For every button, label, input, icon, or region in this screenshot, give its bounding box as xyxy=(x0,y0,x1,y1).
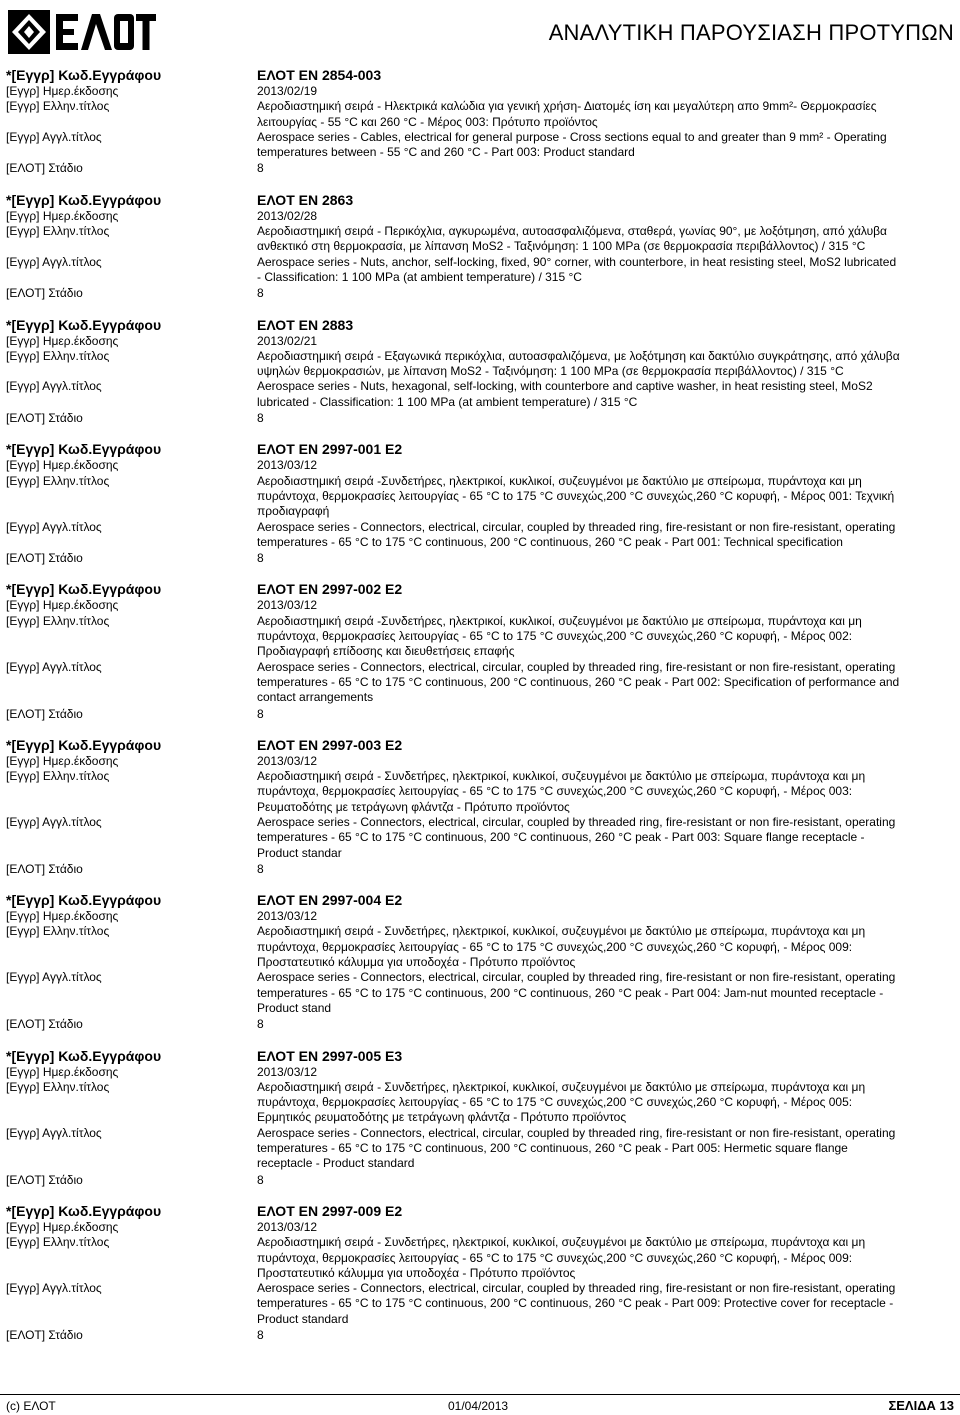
greek-title-row xyxy=(0,614,960,660)
greek-title-value: Αεροδιαστημική σειρά - Εξαγωνικά περικόχλια, αυτοασφαλιζόμενα, με λοξότμηση και δακτύλιο συγκράτησης, από χάλυβα υψηλών θερμοκρασιών, με λίπανση MoS2 - Ταξινόμηση: 1 100 MPa (σε θερμοκρασία περιβάλλοντος) / 315 °C xyxy=(257,348,900,379)
greek-title-row xyxy=(0,1235,960,1281)
english-title-row xyxy=(0,255,960,286)
english-title-label: [Εγγρ] Αγγλ.τίτλος xyxy=(6,1125,102,1140)
footer-copyright: (c) ΕΛΟΤ xyxy=(6,1399,56,1413)
document-code-label: *[Εγγρ] Κωδ.Εγγράφου xyxy=(6,67,162,83)
stage-value: 8 xyxy=(257,706,264,721)
greek-title-value: Αεροδιαστημική σειρά -Συνδετήρες, ηλεκτρικοί, κυκλικοί, συζευγμένοι με δακτύλιο με σπείρωμα, πυράντοχα και μη πυράντοχα, θερμοκρασίες λειτουργίας - 65 °C to 175 °C συνεχώς,200 °C συνεχώς,260 °C κορυφή, - Μέρος 002: Προδιαγραφή επίδοσης και διευθετήσεις επαφής xyxy=(257,613,862,659)
issue-date-row xyxy=(0,754,960,769)
stage-label: [ΕΛΟΤ] Στάδιο xyxy=(6,861,83,876)
greek-title-value: Αεροδιαστημική σειρά - Περικόχλια, αγκυρωμένα, αυτοασφαλιζόμενα, σταθερά, γωνίας 90°, με λοξότμηση, από χάλυβα ανθεκτικό στη θερμοκρασία, με λίπανση MoS2 - Ταξινόμηση: 1 100 MPa (σε θερμοκρασία περιβάλλοντος) / 315 °C xyxy=(257,224,887,254)
report-title: ΑΝΑΛΥΤΙΚΗ ΠΑΡΟΥΣΙΑΣΗ ΠΡΟΤΥΠΩΝ xyxy=(548,20,954,45)
greek-title-value: Αεροδιαστημική σειρά - Ηλεκτρικά καλώδια για γενική χρήση- Διατομές ίση και μεγαλύτερη απο 9mm²- Θερμοκρασίες λειτουργίας - 55 °C και 260 °C - Μέρος 003: Πρότυπο προϊόντος xyxy=(257,99,877,129)
page-footer xyxy=(0,1397,960,1415)
english-title-row xyxy=(0,379,960,410)
greek-title-row xyxy=(0,99,960,130)
stage-row xyxy=(0,161,960,176)
issue-date-value: 2013/03/12 xyxy=(257,458,318,473)
greek-title-row xyxy=(0,1080,960,1126)
stage-row xyxy=(0,862,960,877)
greek-title-row xyxy=(0,769,960,815)
issue-date-row xyxy=(0,334,960,349)
issue-date-row xyxy=(0,1065,960,1080)
document-code-value: ΕΛΟΤ EN 2997-001 E2 xyxy=(257,441,403,458)
record-entry xyxy=(0,66,960,177)
issue-date-label: [Εγγρ] Ημερ.έκδοσης xyxy=(6,458,119,473)
greek-title-row xyxy=(0,349,960,380)
document-code-value: ΕΛΟΤ EN 2997-005 E3 xyxy=(257,1047,403,1064)
page-header xyxy=(0,0,960,66)
document-code-value: ΕΛΟΤ EN 2854-003 xyxy=(257,67,382,83)
english-title-row xyxy=(0,1281,960,1327)
footer-date: 01/04/2013 xyxy=(448,1399,509,1413)
record-spacer xyxy=(0,722,960,736)
stage-row xyxy=(0,1017,960,1032)
issue-date-value: 2013/03/12 xyxy=(257,598,318,613)
greek-title-value: Αεροδιαστημική σειρά - Συνδετήρες, ηλεκτρικοί, κυκλικοί, συζευγμένοι με δακτύλιο με σπείρωμα, πυράντοχα και μη πυράντοχα, θερμοκρασίες λειτουργίας - 65 °C to 175 °C συνεχώς,200 °C συνεχώς,260 °C κορυφή, - Μέρος 009: Προστατευτικό κάλυμμα για υποδοχέα - Πρότυπο προϊόντος xyxy=(257,1235,866,1280)
issue-date-value: 2013/03/12 xyxy=(257,753,318,768)
english-title-label: [Εγγρ] Αγγλ.τίτλος xyxy=(6,254,102,269)
record-spacer xyxy=(0,566,960,580)
record-entry xyxy=(0,191,960,302)
english-title-row xyxy=(0,660,960,706)
issue-date-value: 2013/02/28 xyxy=(257,208,318,223)
english-title-label: [Εγγρ] Αγγλ.τίτλος xyxy=(6,129,102,144)
english-title-value: Aerospace series - Connectors, electrical, circular, coupled by threaded ring, fire-resistant or non fire-resistant, operating temperatures - 65 °C to 175 °C continuous, 200 °C continuous, 260 °C peak - Part 004: Jam-nut mounted receptacle - Product stand xyxy=(257,970,896,1015)
record-entry xyxy=(0,440,960,566)
greek-title-label: [Εγγρ] Ελλην.τίτλος xyxy=(6,924,110,939)
english-title-row xyxy=(0,1126,960,1172)
greek-title-label: [Εγγρ] Ελλην.τίτλος xyxy=(6,473,110,488)
english-title-value: Aerospace series - Cables, electrical for general purpose - Cross sections equal to and greater than 9 mm² - Operating temperatures between - 55 °C and 260 °C - Part 003: Product standard xyxy=(257,129,887,160)
record-entry xyxy=(0,316,960,427)
greek-title-label: [Εγγρ] Ελλην.τίτλος xyxy=(6,769,110,784)
stage-value: 8 xyxy=(257,1017,264,1032)
document-code-value: ΕΛΟΤ EN 2997-009 E2 xyxy=(257,1202,403,1219)
record-spacer xyxy=(0,302,960,316)
greek-title-value: Αεροδιαστημική σειρά - Συνδετήρες, ηλεκτρικοί, κυκλικοί, συζευγμένοι με δακτύλιο με σπείρωμα, πυράντοχα και μη πυράντοχα, θερμοκρασίες λειτουργίας - 65 °C to 175 °C συνεχώς,200 °C συνεχώς,260 °C κορυφή, - Μέρος 009: Προστατευτικό κάλυμμα για υποδοχέα - Πρότυπο προϊόντος xyxy=(257,924,866,970)
greek-title-value: Αεροδιαστημική σειρά -Συνδετήρες, ηλεκτρικοί, κυκλικοί, συζευγμένοι με δακτύλιο με σπείρωμα, πυράντοχα και μη πυράντοχα, θερμοκρασίες λειτουργίας - 65 °C to 175 °C συνεχώς,200 °C συνεχώς,260 °C κορυφή, - Μέρος 001: Τεχνική προδιαγραφή xyxy=(257,473,895,519)
document-code-label: *[Εγγρ] Κωδ.Εγγράφου xyxy=(6,316,162,333)
english-title-value: Aerospace series - Connectors, electrical, circular, coupled by threaded ring, fire-resistant or non fire-resistant, operating temperatures - 65 °C to 175 °C continuous, 200 °C continuous, 260 °C peak - Part 005: Hermetic square flange receptacle - Product standard xyxy=(257,1125,896,1171)
issue-date-row xyxy=(0,209,960,224)
greek-title-value: Αεροδιαστημική σειρά - Συνδετήρες, ηλεκτρικοί, κυκλικοί, συζευγμένοι με δακτύλιο με σπείρωμα, πυράντοχα και μη πυράντοχα, θερμοκρασίες λειτουργίας - 65 °C to 175 °C συνεχώς,200 °C συνεχώς,260 °C κορυφή, - Μέρος 003: Ρευματοδότης με τετράγωνη φλάντζα - Πρότυπο προϊόντος xyxy=(257,769,866,814)
record-spacer xyxy=(0,177,960,191)
document-code-value: ΕΛΟΤ EN 2883 xyxy=(257,316,354,333)
english-title-value: Aerospace series - Nuts, hexagonal, self-locking, with counterbore and captive washer, in heat resisting steel, MoS2 lubricated - Classification: 1 100 MPa (at ambient temperature) / 315 °C xyxy=(257,379,873,409)
document-code-row xyxy=(0,66,960,84)
greek-title-label: [Εγγρ] Ελλην.τίτλος xyxy=(6,1079,110,1094)
english-title-value: Aerospace series - Connectors, electrical, circular, coupled by threaded ring, fire-resistant or non fire-resistant, operating temperatures - 65 °C to 175 °C continuous, 200 °C continuous, 260 °C peak - Part 002: Specification of performance and contact arrangements xyxy=(257,659,900,705)
english-title-value: Aerospace series - Connectors, electrical, circular, coupled by threaded ring, fire-resistant or non fire-resistant, operating temperatures - 65 °C to 175 °C continuous, 200 °C continuous, 260 °C peak - Part 003: Square flange receptacle - Product standar xyxy=(257,814,896,860)
document-code-value: ΕΛΟΤ EN 2997-003 E2 xyxy=(257,736,403,753)
greek-title-label: [Εγγρ] Ελλην.τίτλος xyxy=(6,348,110,363)
issue-date-label: [Εγγρ] Ημερ.έκδοσης xyxy=(6,333,119,348)
document-code-row xyxy=(0,891,960,909)
record-spacer xyxy=(0,1188,960,1202)
stage-label: [ΕΛΟΤ] Στάδιο xyxy=(6,551,83,566)
record-entry xyxy=(0,736,960,877)
english-title-label: [Εγγρ] Αγγλ.τίτλος xyxy=(6,970,102,985)
stage-label: [ΕΛΟΤ] Στάδιο xyxy=(6,286,83,301)
document-code-label: *[Εγγρ] Κωδ.Εγγράφου xyxy=(6,1047,162,1064)
document-code-row xyxy=(0,191,960,209)
issue-date-row xyxy=(0,909,960,924)
document-code-row xyxy=(0,1202,960,1220)
document-code-row xyxy=(0,316,960,334)
document-code-row xyxy=(0,440,960,458)
english-title-label: [Εγγρ] Αγγλ.τίτλος xyxy=(6,814,102,829)
document-code-label: *[Εγγρ] Κωδ.Εγγράφου xyxy=(6,191,162,208)
stage-value: 8 xyxy=(257,861,264,876)
stage-row xyxy=(0,1173,960,1188)
greek-title-label: [Εγγρ] Ελλην.τίτλος xyxy=(6,99,110,114)
issue-date-value: 2013/03/12 xyxy=(257,1219,318,1234)
issue-date-label: [Εγγρ] Ημερ.έκδοσης xyxy=(6,753,119,768)
greek-title-value: Αεροδιαστημική σειρά - Συνδετήρες, ηλεκτρικοί, κυκλικοί, συζευγμένοι με δακτύλιο με σπείρωμα, πυράντοχα και μη πυράντοχα, θερμοκρασίες λειτουργίας - 65 °C to 175 °C συνεχώς,200 °C συνεχώς,260 °C κορυφή, - Μέρος 005: Ερμητικός ρευματοδότης με τετράγωνη φλάντζα - Πρότυπο προϊόντος xyxy=(257,1079,866,1125)
record-entry xyxy=(0,1202,960,1343)
issue-date-value: 2013/03/12 xyxy=(257,1064,318,1079)
greek-title-label: [Εγγρ] Ελλην.τίτλος xyxy=(6,224,110,239)
english-title-label: [Εγγρ] Αγγλ.τίτλος xyxy=(6,1281,102,1296)
stage-value: 8 xyxy=(257,286,264,301)
english-title-row xyxy=(0,130,960,161)
issue-date-row xyxy=(0,598,960,613)
elot-logo xyxy=(8,8,156,56)
document-code-label: *[Εγγρ] Κωδ.Εγγράφου xyxy=(6,1202,162,1219)
record-entry xyxy=(0,580,960,721)
issue-date-label: [Εγγρ] Ημερ.έκδοσης xyxy=(6,598,119,613)
record-spacer xyxy=(0,1033,960,1047)
document-code-row xyxy=(0,736,960,754)
stage-value: 8 xyxy=(257,1172,264,1187)
issue-date-value: 2013/02/21 xyxy=(257,333,318,348)
issue-date-value: 2013/03/12 xyxy=(257,909,318,924)
english-title-value: Aerospace series - Connectors, electrical, circular, coupled by threaded ring, fire-resistant or non fire-resistant, operating temperatures - 65 °C to 175 °C continuous, 200 °C continuous, 260 °C peak - Part 001: Technical specification xyxy=(257,519,896,549)
issue-date-label: [Εγγρ] Ημερ.έκδοσης xyxy=(6,208,119,223)
document-code-value: ΕΛΟΤ EN 2997-004 E2 xyxy=(257,892,403,909)
stage-value: 8 xyxy=(257,1328,264,1342)
issue-date-row xyxy=(0,458,960,473)
stage-row xyxy=(0,707,960,722)
english-title-label: [Εγγρ] Αγγλ.τίτλος xyxy=(6,379,102,394)
document-code-value: ΕΛΟΤ EN 2997-002 E2 xyxy=(257,581,403,598)
footer-page-number: ΣΕΛΙΔΑ 13 xyxy=(888,1398,954,1413)
greek-title-label: [Εγγρ] Ελλην.τίτλος xyxy=(6,1235,110,1250)
stage-label: [ΕΛΟΤ] Στάδιο xyxy=(6,1172,83,1187)
english-title-row xyxy=(0,815,960,861)
document-code-row xyxy=(0,580,960,598)
greek-title-row xyxy=(0,924,960,970)
greek-title-row xyxy=(0,474,960,520)
english-title-label: [Εγγρ] Αγγλ.τίτλος xyxy=(6,519,102,534)
greek-title-row xyxy=(0,224,960,255)
stage-row xyxy=(0,411,960,426)
stage-label: [ΕΛΟΤ] Στάδιο xyxy=(6,1328,83,1342)
stage-label: [ΕΛΟΤ] Στάδιο xyxy=(6,706,83,721)
english-title-label: [Εγγρ] Αγγλ.τίτλος xyxy=(6,659,102,674)
greek-title-label: [Εγγρ] Ελλην.τίτλος xyxy=(6,613,110,628)
issue-date-label: [Εγγρ] Ημερ.έκδοσης xyxy=(6,84,119,98)
record-entry xyxy=(0,891,960,1032)
issue-date-label: [Εγγρ] Ημερ.έκδοσης xyxy=(6,909,119,924)
issue-date-row xyxy=(0,84,960,99)
document-code-label: *[Εγγρ] Κωδ.Εγγράφου xyxy=(6,736,162,753)
document-code-label: *[Εγγρ] Κωδ.Εγγράφου xyxy=(6,441,162,458)
stage-label: [ΕΛΟΤ] Στάδιο xyxy=(6,411,83,426)
footer-divider xyxy=(0,1394,960,1395)
records-list xyxy=(0,66,960,1343)
stage-value: 8 xyxy=(257,161,264,176)
issue-date-label: [Εγγρ] Ημερ.έκδοσης xyxy=(6,1219,119,1234)
stage-label: [ΕΛΟΤ] Στάδιο xyxy=(6,161,83,176)
issue-date-label: [Εγγρ] Ημερ.έκδοσης xyxy=(6,1064,119,1079)
stage-value: 8 xyxy=(257,551,264,566)
stage-label: [ΕΛΟΤ] Στάδιο xyxy=(6,1017,83,1032)
stage-row xyxy=(0,286,960,301)
english-title-row xyxy=(0,970,960,1016)
document-code-label: *[Εγγρ] Κωδ.Εγγράφου xyxy=(6,581,162,598)
record-entry xyxy=(0,1047,960,1188)
stage-row xyxy=(0,1328,960,1343)
document-code-label: *[Εγγρ] Κωδ.Εγγράφου xyxy=(6,892,162,909)
document-code-value: ΕΛΟΤ EN 2863 xyxy=(257,191,354,208)
stage-value: 8 xyxy=(257,411,264,426)
stage-row xyxy=(0,551,960,566)
document-code-row xyxy=(0,1047,960,1065)
record-spacer xyxy=(0,877,960,891)
english-title-value: Aerospace series - Connectors, electrical, circular, coupled by threaded ring, fire-resistant or non fire-resistant, operating temperatures - 65 °C to 175 °C continuous, 200 °C continuous, 260 °C peak - Part 009: Protective cover for receptacle - Product standard xyxy=(257,1281,896,1326)
english-title-row xyxy=(0,520,960,551)
issue-date-row xyxy=(0,1220,960,1235)
issue-date-value: 2013/02/19 xyxy=(257,84,318,98)
record-spacer xyxy=(0,426,960,440)
english-title-value: Aerospace series - Nuts, anchor, self-locking, fixed, 90° corner, with counterbore, in heat resisting steel, MoS2 lubricated - Classification: 1 100 MPa (at ambient temperature) / 315 °C xyxy=(257,254,897,284)
